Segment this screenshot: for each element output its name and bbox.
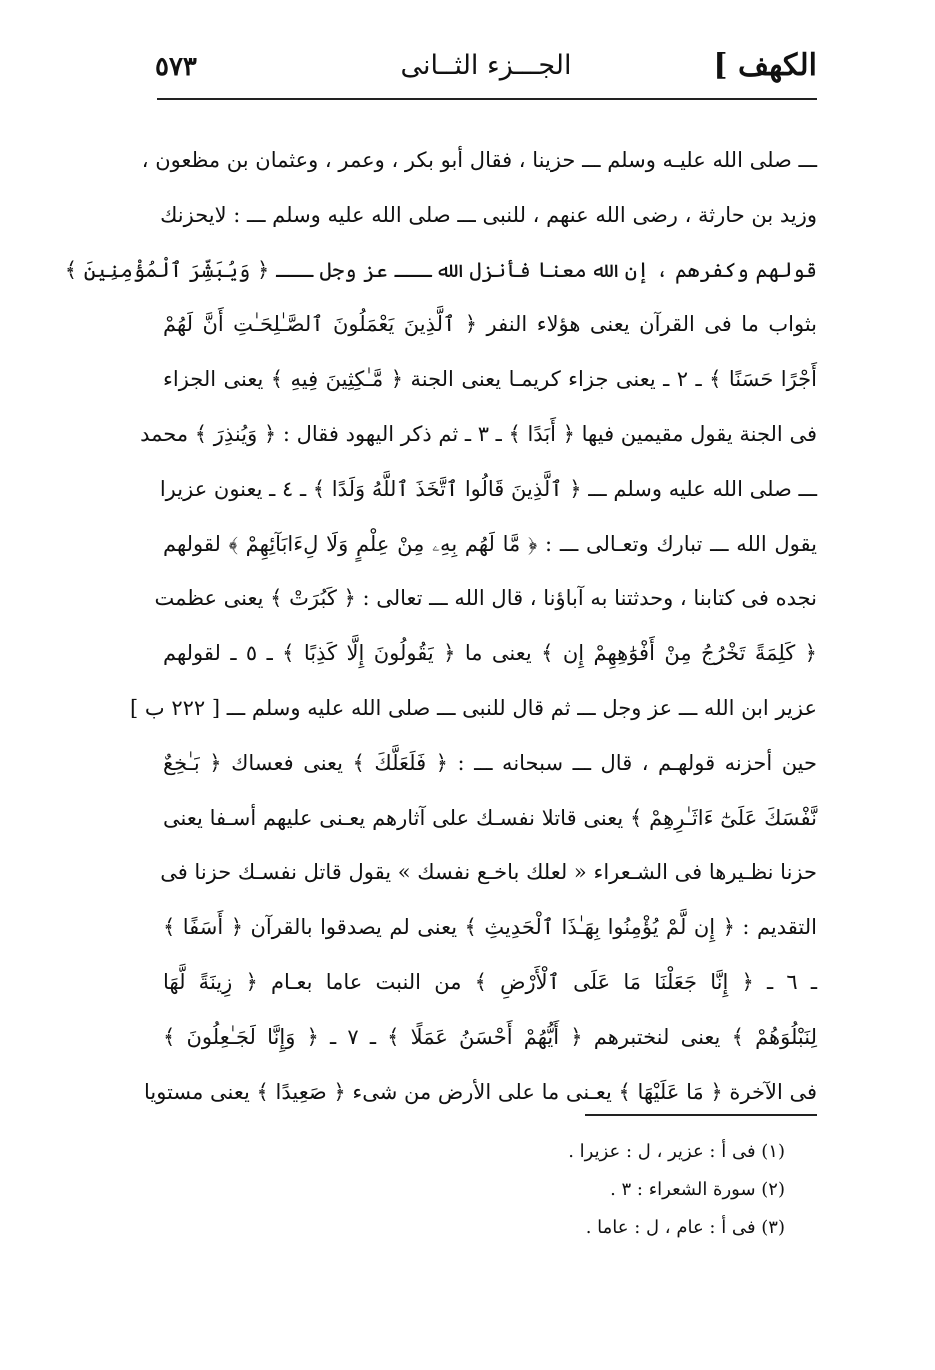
- text-line: قولهم وكفرهم ، إن الله معنا فأنزل الله ـــ عز وجل ـــ ﴿ وَيُبَشِّرَ ٱلْمُؤْمِنِينَ ﴾: [64, 257, 817, 282]
- text-line: لِنَبْلُوَهُمْ ﴾ يعنى لنختبرهم ﴿ أَيُّهُمْ أَحْسَنُ عَمَلًا ﴾ ـ ٧ ـ ﴿ وَإِنَّا لَجَـٰعِلُونَ ﴾: [163, 1024, 817, 1049]
- text-line: ـ ٦ ـ ﴿ إِنَّا جَعَلْنَا مَا عَلَى ٱلْأَرْضِ ﴾ من النبت عاما بعـام ﴿ زِينَةً لَّهَا: [163, 969, 817, 994]
- footnote: (٣) فى أ : عام ، ل : عاما .: [585, 1217, 785, 1238]
- page-number: ٥٧٣: [155, 52, 197, 82]
- part-title: الجـــزء الثــانى: [400, 50, 572, 81]
- footnote-divider: [585, 1114, 817, 1116]
- text-line: وزيد بن حارثة ، رضى الله عنهم ، للنبى ـــ صلى الله عليه وسلم ـــ : لايحزنك: [160, 202, 817, 227]
- text-line: حزنا نظـيرها فى الشـعراء « لعلك باخـع نفسك » يقول قاتل نفسـك حزنا فى: [160, 860, 817, 885]
- page-header: [155, 48, 817, 92]
- footnotes: [365, 1133, 785, 1247]
- text-line: نَّفْسَكَ عَلَىٰٓ ءَاثَـٰرِهِمْ ﴾ يعنى قاتلا نفسـك على آثارهم يعـنى عليهم أسـفا يعنى: [163, 805, 817, 830]
- main-text: [64, 133, 817, 1119]
- text-line: حين أحزنه قولهـم ، قال ـــ سبحانه ـــ : ﴿ فَلَعَلَّكَ ﴾ يعنى فعساك ﴿ بَـٰخِعٌ: [163, 750, 817, 775]
- text-line: ـــ صلى الله عليه وسلم ـــ ﴿ ٱلَّذِينَ قَالُوا ٱتَّخَذَ ٱللَّهُ وَلَدًا ﴾ ـ ٤ ـ يعنون عزيرا: [159, 476, 817, 501]
- footnote: (٢) سورة الشعراء : ٣ .: [610, 1179, 785, 1200]
- text-line: عزير ابن الله ـــ عز وجل ـــ ثم قال للنبى ـــ صلى الله عليه وسلم ـــ [ ٢٢٢ ب ]: [130, 695, 817, 720]
- text-line: فى الجنة يقول مقيمين فيها ﴿ أَبَدًا ﴾ ـ ٣ ـ ثم ذكر اليهود فقال : ﴿ وَيُنذِرَ ﴾ محمد: [140, 421, 817, 446]
- text-line: أَجْرًا حَسَنًا ﴾ ـ ٢ ـ يعنى جزاء كريمـا يعنى الجنة ﴿ مَّـٰكِثِينَ فِيهِ ﴾ يعنى الجزاء: [163, 367, 817, 392]
- text-line: فى الآخرة ﴿ مَا عَلَيْهَا ﴾ يعـنى ما على الأرض من شىء ﴿ صَعِيدًا ﴾ يعنى مستويا: [143, 1079, 817, 1104]
- footnote: (١) فى أ : عزير ، ل : عزيرا .: [568, 1141, 785, 1162]
- surah-title: الكهف ]: [713, 48, 817, 83]
- text-line: يقول الله ـــ تبارك وتعـالى ـــ : ﴿ مَّا لَهُم بِهِۦ مِنْ عِلْمٍ وَلَا لِءَابَآئِهِمْ ﴾ لقولهم: [163, 531, 817, 556]
- text-line: بثواب ما فى القرآن يعنى هؤلاء النفر ﴿ ٱلَّذِينَ يَعْمَلُونَ ٱلصَّـٰلِحَـٰتِ أَنَّ لَهُمْ: [163, 312, 817, 337]
- text-line: التقديم : ﴿ إِن لَّمْ يُؤْمِنُوا بِهَـٰذَا ٱلْحَدِيثِ ﴾ يعنى لم يصدقوا بالقرآن ﴿ أَسَفًا ﴾: [163, 915, 817, 940]
- text-line: نجده فى كتابنا ، وحدثتنا به آباؤنا ، قال الله ـــ تعالى : ﴿ كَبُرَتْ ﴾ يعنى عظمت: [154, 586, 817, 611]
- text-line: ﴿ كَلِمَةً تَخْرُجُ مِنْ أَفْوَٰهِهِمْ إِن ﴾ يعنى ما ﴿ يَقُولُونَ إِلَّا كَذِبًا ﴾ ـ ٥ ـ لقولهم: [163, 641, 817, 666]
- header-divider: [157, 98, 817, 100]
- text-line: ـــ صلى الله عليـه وسلم ـــ حزينا ، فقال أبو بكر ، وعمر ، وعثمان بن مظعون ،: [141, 148, 817, 172]
